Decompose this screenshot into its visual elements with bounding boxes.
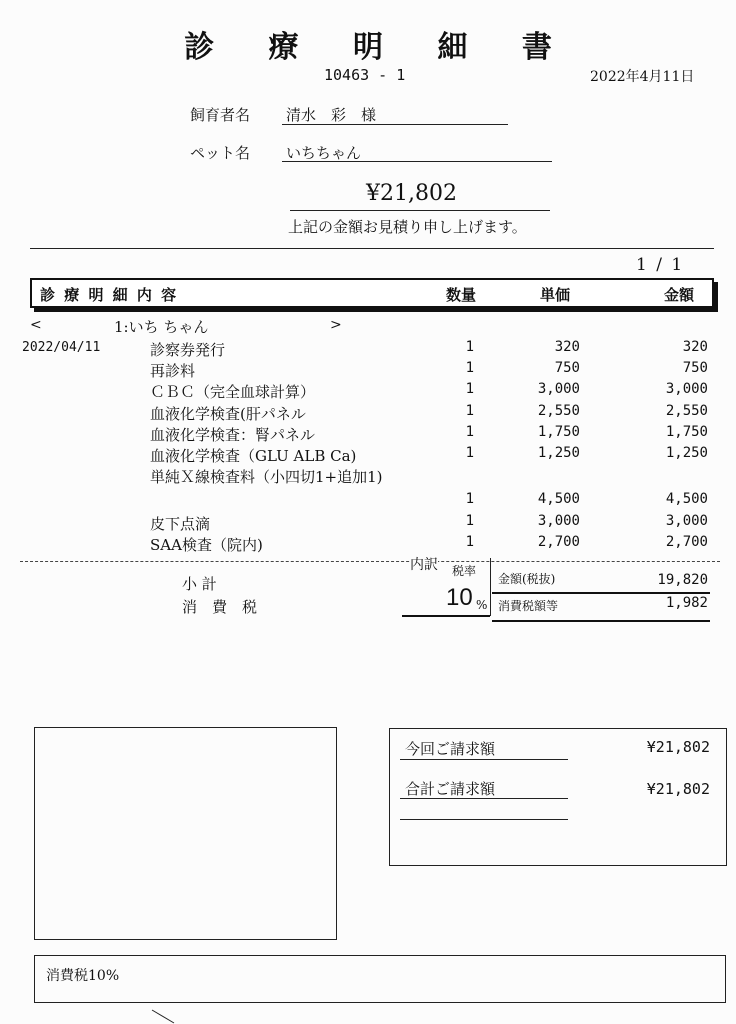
item-unit-price: 750 [554, 360, 580, 376]
item-quantity: 1 [465, 424, 474, 440]
group-open-bracket: < [30, 317, 42, 333]
header-amount: 金額 [664, 286, 695, 304]
tax-amount-value: 1,982 [665, 595, 708, 611]
item-quantity: 1 [465, 534, 474, 550]
total-amount: ¥21,802 [366, 181, 457, 206]
item-name: 血液化学検査（GLU ALB Ca) [150, 447, 357, 465]
header-unit-price: 単価 [540, 286, 571, 304]
item-amount: 320 [682, 339, 708, 355]
item-amount: 2,550 [665, 403, 708, 419]
net-amount-label: 金額(税抜) [498, 572, 556, 586]
item-amount: 2,700 [665, 534, 708, 550]
net-amount-underline [492, 592, 710, 594]
tax-label: 消 費 税 [182, 598, 258, 616]
rate-underline [402, 615, 490, 617]
item-quantity: 1 [465, 403, 474, 419]
net-amount-value: 19,820 [657, 572, 708, 588]
item-amount: 4,500 [665, 491, 708, 507]
tax-rate-value: 10 [446, 584, 473, 611]
stray-mark [150, 1008, 180, 1024]
item-amount: 1,750 [665, 424, 708, 440]
item-amount: 1,250 [665, 445, 708, 461]
item-unit-price: 1,250 [537, 445, 580, 461]
owner-label: 飼育者名 [190, 106, 251, 124]
owner-name: 清水 彩 様 [286, 106, 377, 124]
pet-underline [282, 161, 552, 162]
item-name: 診察券発行 [150, 341, 226, 359]
item-name: 皮下点滴 [150, 515, 211, 533]
item-unit-price: 3,000 [537, 513, 580, 529]
item-quantity: 1 [465, 513, 474, 529]
item-unit-price: 2,550 [537, 403, 580, 419]
blank-underline [400, 819, 568, 820]
document-number: 10463 - 1 [324, 66, 406, 84]
divider [30, 248, 714, 249]
item-name: 単純Ｘ線検査料（小四切1+追加1) [150, 468, 383, 486]
item-unit-price: 3,000 [537, 381, 580, 397]
dashed-separator [20, 561, 720, 562]
header-description: 診 療 明 細 内 容 [40, 286, 179, 304]
issue-date: 2022年4月11日 [590, 69, 695, 85]
item-quantity: 1 [465, 360, 474, 376]
item-quantity: 1 [465, 339, 474, 355]
page-indicator: 1 / 1 [636, 255, 685, 275]
visit-date: 2022/04/11 [22, 340, 101, 355]
item-quantity: 1 [465, 445, 474, 461]
item-amount: 3,000 [665, 381, 708, 397]
item-unit-price: 320 [554, 339, 580, 355]
estimate-note: 上記の金額お見積り申し上げます。 [288, 218, 527, 236]
item-amount: 750 [682, 360, 708, 376]
item-name: ＣＢＣ（完全血球計算） [150, 383, 316, 401]
notes-box [34, 727, 337, 940]
group-label: 1:いち ちゃん [114, 318, 209, 336]
current-bill-label: 今回ご請求額 [405, 740, 496, 758]
item-name: 血液化学検査(肝パネル [150, 405, 306, 423]
summary-vertical-rule [490, 558, 491, 616]
breakdown-label: 内訳 [410, 554, 438, 574]
footer-box [34, 955, 726, 1003]
group-close-bracket: > [330, 317, 342, 333]
item-unit-price: 4,500 [537, 491, 580, 507]
document-title: 診 療 明 細 書 [184, 30, 574, 65]
item-name: SAA検査（院内) [150, 536, 263, 554]
item-unit-price: 1,750 [537, 424, 580, 440]
footer-tax-note: 消費税10% [46, 968, 120, 984]
current-bill-underline [400, 759, 568, 760]
total-bill-label: 合計ご請求額 [405, 780, 496, 798]
current-bill-value: ¥21,802 [646, 738, 710, 756]
item-amount: 3,000 [665, 513, 708, 529]
item-quantity: 1 [465, 381, 474, 397]
total-bill-underline [400, 798, 568, 799]
pet-label: ペット名 [190, 144, 251, 162]
pet-name: いちちゃん [286, 144, 362, 162]
tax-rate-label: 税率 [452, 564, 477, 578]
item-name: 血液化学検査：腎パネル [150, 426, 316, 444]
item-unit-price: 2,700 [537, 534, 580, 550]
item-quantity: 1 [465, 491, 474, 507]
total-underline [290, 210, 550, 211]
owner-underline [282, 124, 508, 125]
tax-rate-unit: % [476, 598, 488, 612]
item-name: 再診料 [150, 362, 196, 380]
total-bill-value: ¥21,802 [646, 780, 710, 798]
subtotal-label: 小 計 [182, 575, 217, 593]
tax-amount-underline [492, 620, 710, 622]
header-quantity: 数量 [446, 286, 477, 304]
tax-amount-label: 消費税額等 [498, 599, 559, 613]
